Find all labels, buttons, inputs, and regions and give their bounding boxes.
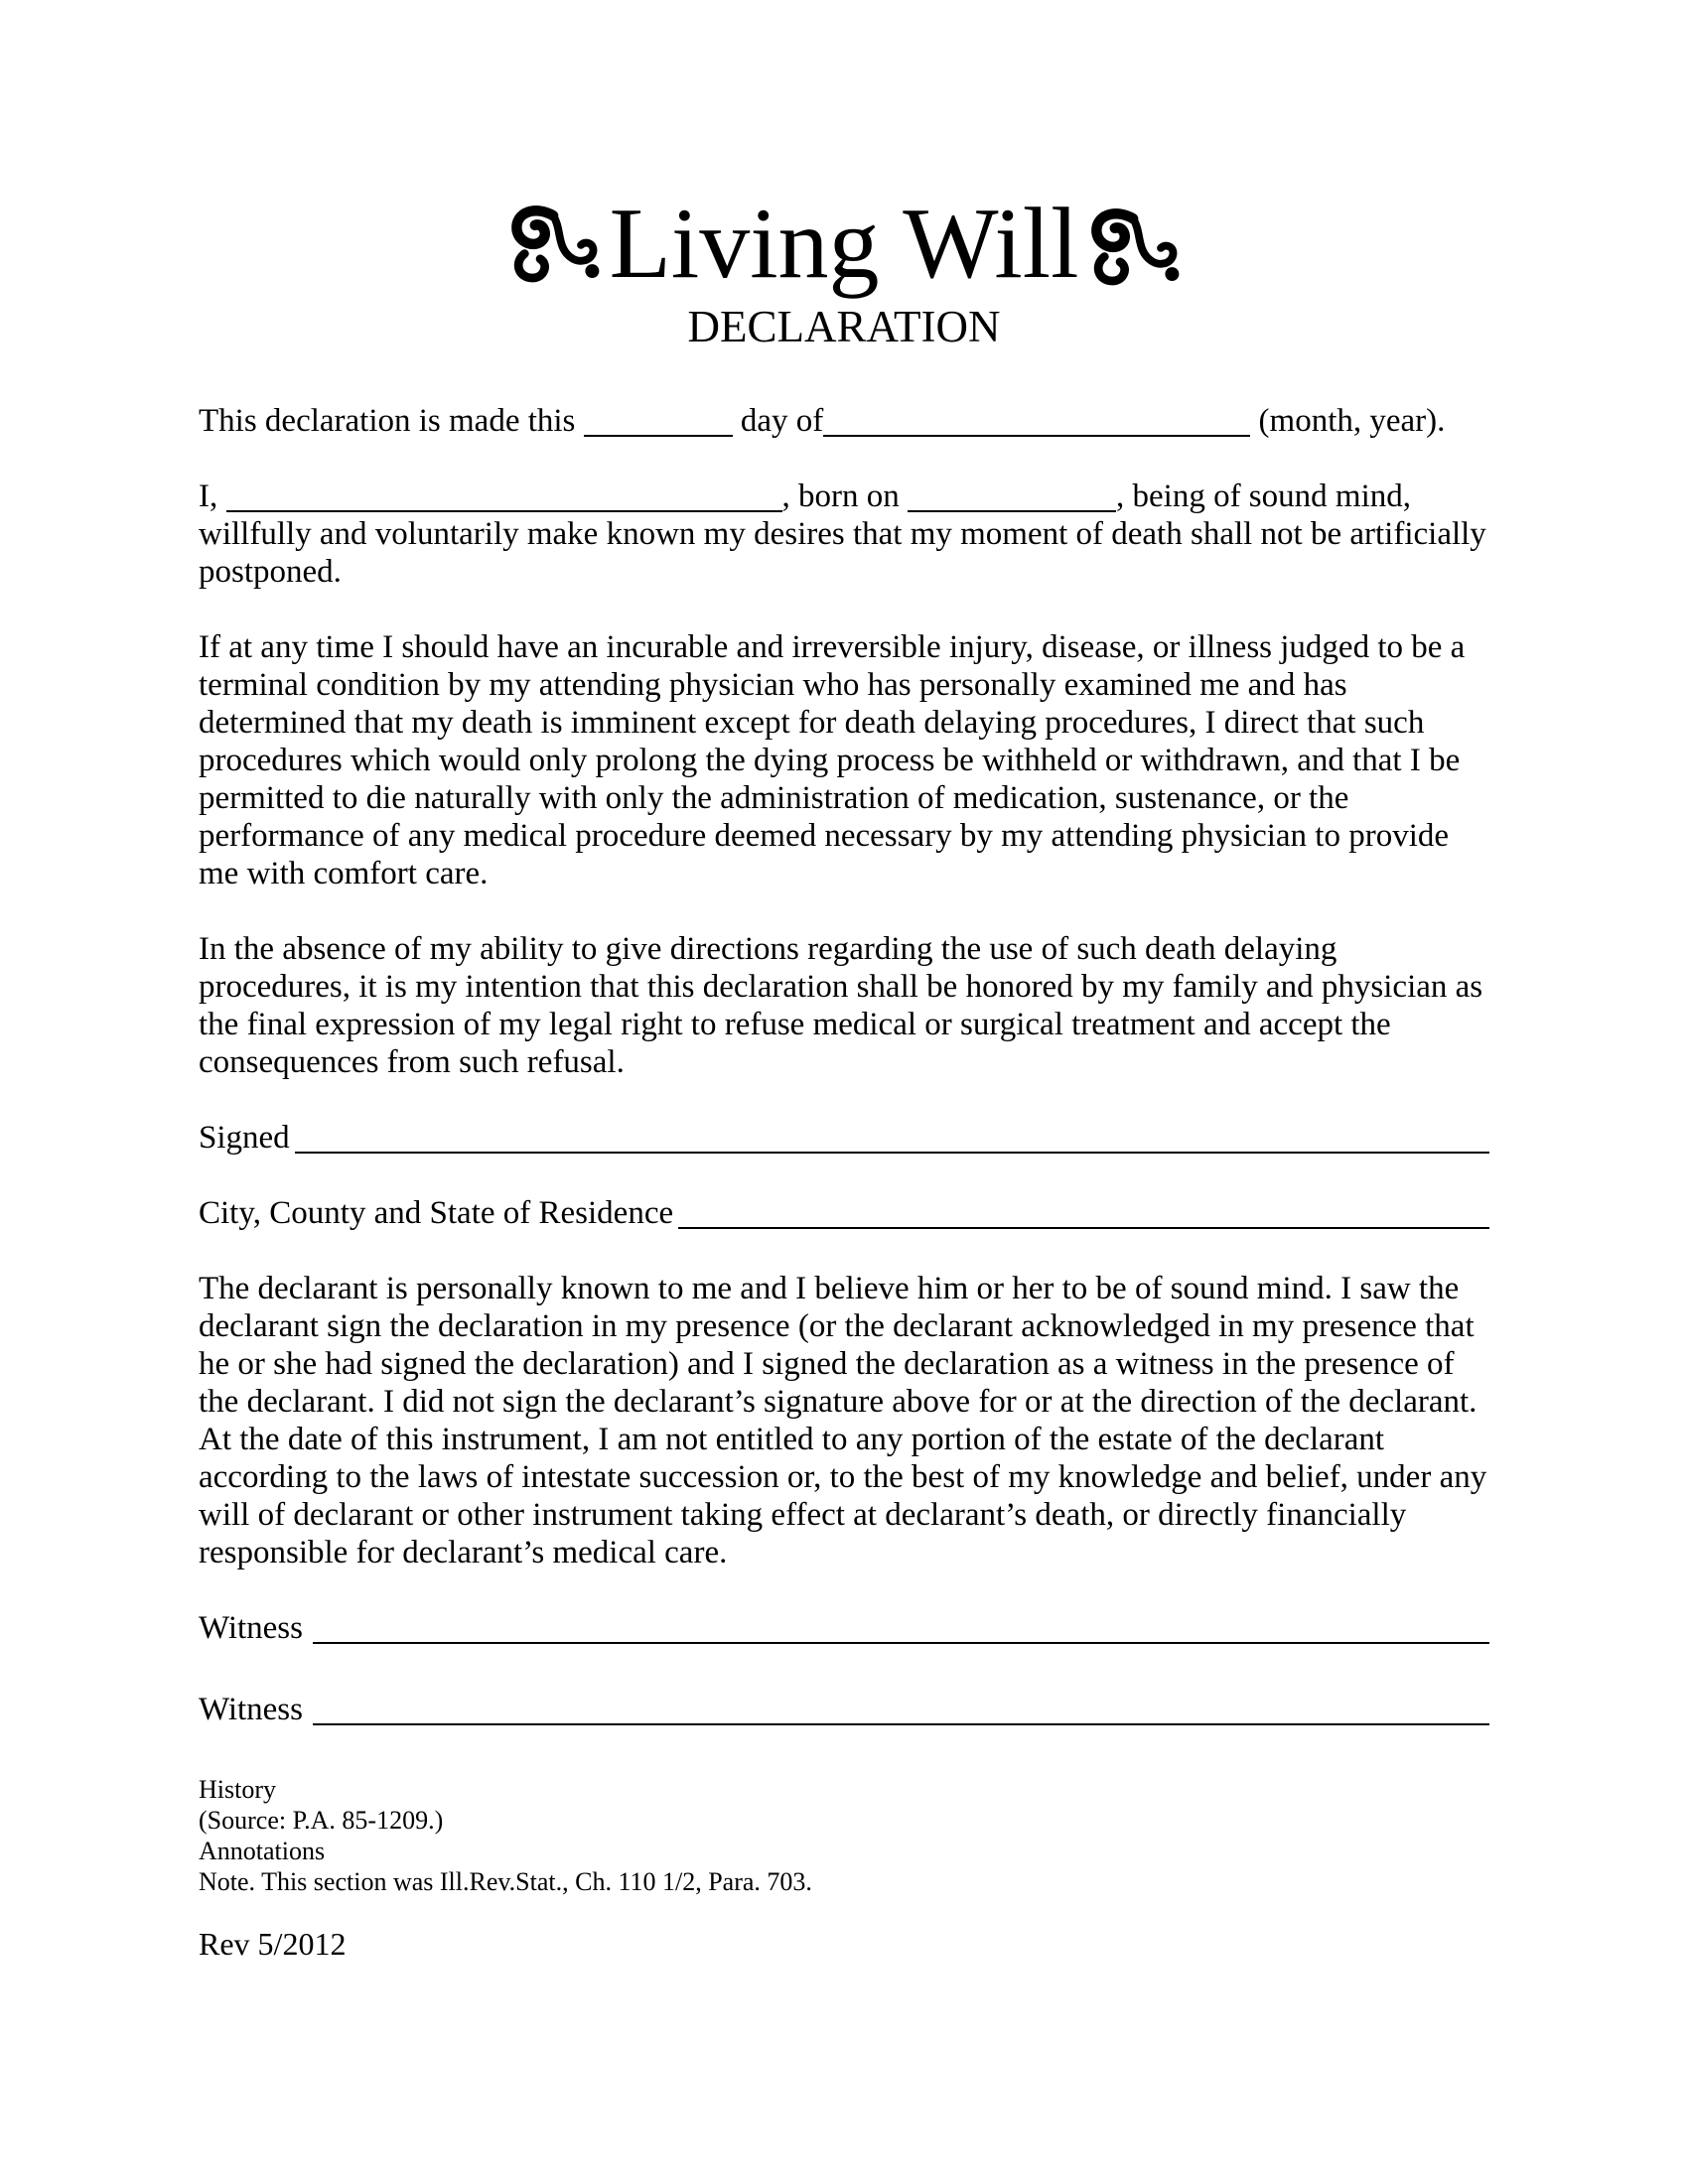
birth-date-blank[interactable] — [908, 486, 1116, 512]
flourish-right-icon — [1086, 205, 1182, 289]
identity-text-rest: willfully and voluntarily make known my desires that my moment of death shall not be artificially postponed. — [199, 515, 1486, 590]
date-line — [199, 402, 1489, 440]
statutory-footer — [199, 1774, 1489, 1897]
day-blank[interactable] — [584, 411, 733, 437]
month-year-blank[interactable] — [823, 411, 1250, 437]
witness-2-label: Witness — [199, 1691, 303, 1727]
identity-text-1: I, — [199, 478, 218, 514]
witness-1-row — [199, 1609, 1489, 1647]
signed-blank[interactable] — [295, 1128, 1489, 1154]
signed-row — [199, 1119, 1489, 1157]
directive-paragraph: If at any time I should have an incurable and irreversible injury, disease, or illness judged to be a terminal condition by my attending physician who has personally examined me and has determined that my death is imminent except for death delaying procedures, I direct that such procedures which would only prolong the dying process be withheld or withdrawn, and that I be permitted to die naturally with only the administration of medication, sustenance, or the performance of any medical procedure deemed necessary by my attending physician to provide me with comfort care. — [199, 628, 1466, 891]
footer-annotations-line: Annotations — [199, 1836, 326, 1865]
intention-paragraph: In the absence of my ability to give directions regarding the use of such death delaying procedures, it is my intention that this declaration shall be honored by my family and physician as the final expression of my legal right to refuse medical or surgical treatment and accept the consequences from such refusal. — [199, 930, 1483, 1080]
witness-1-label: Witness — [199, 1609, 303, 1646]
signed-label: Signed — [199, 1119, 290, 1156]
flourish-dot — [1166, 267, 1180, 281]
witness-1-blank[interactable] — [313, 1618, 1489, 1644]
flourish-left-icon — [506, 203, 602, 286]
date-line-text-2: day of — [740, 402, 824, 439]
witness-2-row — [199, 1691, 1489, 1728]
residence-blank[interactable] — [678, 1203, 1489, 1229]
footer-note-line: Note. This section was Ill.Rev.Stat., Ch. 110 1/2, Para. 703. — [199, 1866, 812, 1896]
title-row — [199, 188, 1489, 300]
identity-text-3: , being of sound mind, — [1116, 478, 1411, 514]
footer-source-line: (Source: P.A. 85-1209.) — [199, 1805, 444, 1835]
residence-row — [199, 1194, 1489, 1232]
declarant-name-blank[interactable] — [226, 486, 782, 512]
date-line-text-1: This declaration is made this — [199, 402, 576, 439]
witness-attestation-paragraph: The declarant is personally known to me and I believe him or her to be of sound mind. I saw the declarant sign the declaration in my presence (or the declarant acknowledged in my presence that he or she had signed the declaration) and I signed the declaration as a witness in the presence of the declarant. I did not sign the declarant’s signature above for or at the direction of the declarant. At the date of this instrument, I am not entitled to any portion of the estate of the declarant according to the laws of intestate succession or, to the best of my knowledge and belief, under any will of declarant or other instrument taking effect at declarant’s death, or directly financially responsible for declarant’s medical care. — [199, 1270, 1487, 1570]
document-subtitle: DECLARATION — [687, 302, 1001, 352]
identity-text-2: , born on — [781, 478, 900, 514]
residence-label: City, County and State of Residence — [199, 1194, 674, 1231]
document-title: Living Will — [609, 188, 1079, 300]
identity-paragraph — [199, 478, 1489, 591]
document-body — [199, 402, 1489, 1963]
date-line-text-3: (month, year). — [1258, 402, 1446, 439]
flourish-dot — [585, 264, 599, 278]
witness-2-blank[interactable] — [313, 1700, 1489, 1725]
footer-history-line: History — [199, 1774, 276, 1804]
revision-line: Rev 5/2012 — [199, 1925, 347, 1962]
